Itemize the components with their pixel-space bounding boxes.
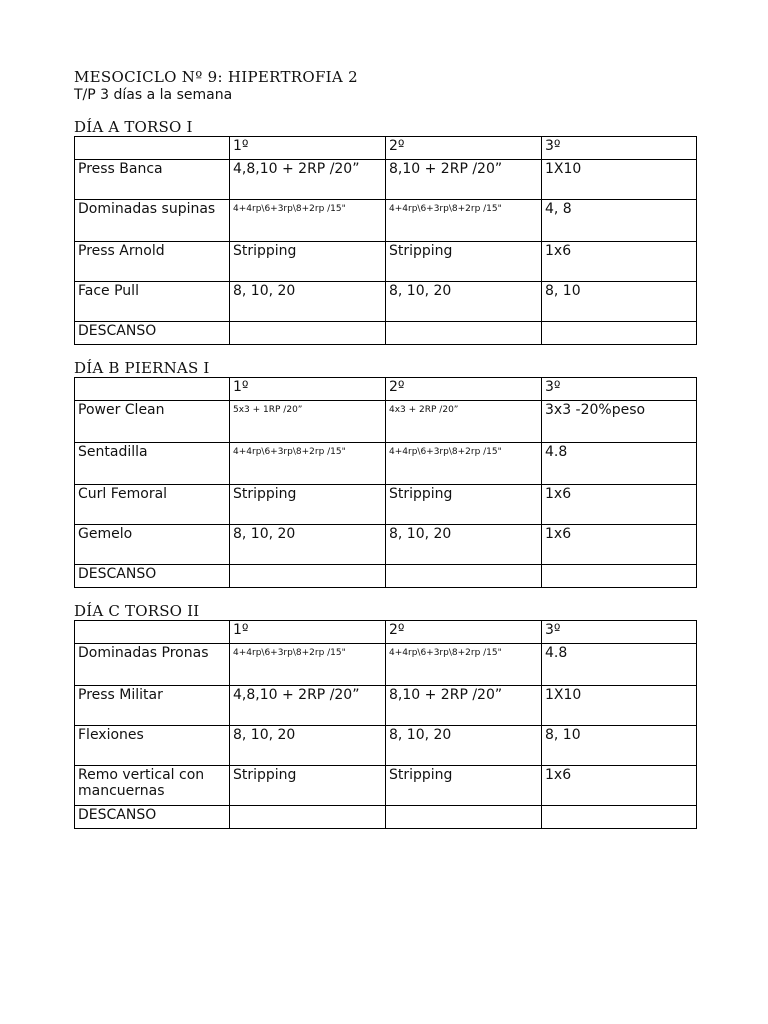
prescription-cell: 4+4rp\6+3rp\8+2rp /15": [230, 443, 386, 485]
prescription-cell: 8,10 + 2RP /20”: [386, 686, 542, 726]
exercise-name-cell: Press Militar: [75, 686, 230, 726]
prescription-cell: 8, 10, 20: [230, 282, 386, 322]
header-cell-week: 3º: [542, 378, 697, 401]
routine-table: [74, 377, 697, 588]
prescription-cell: 8, 10, 20: [386, 282, 542, 322]
prescription-cell: [230, 565, 386, 588]
prescription-cell: Stripping: [386, 766, 542, 806]
prescription-cell: 4x3 + 2RP /20”: [386, 401, 542, 443]
routine-table: [74, 136, 697, 345]
prescription-cell: 1x6: [542, 485, 697, 525]
table-row: [75, 485, 697, 525]
prescription-cell: Stripping: [386, 485, 542, 525]
table-row: [75, 160, 697, 200]
header-cell-empty: [75, 137, 230, 160]
prescription-cell: 4+4rp\6+3rp\8+2rp /15": [386, 200, 542, 242]
table-row: [75, 686, 697, 726]
table-header-row: [75, 378, 697, 401]
prescription-cell: 4.8: [542, 644, 697, 686]
prescription-cell: 8, 10: [542, 726, 697, 766]
header-cell-week: 2º: [386, 621, 542, 644]
prescription-cell: 4+4rp\6+3rp\8+2rp /15": [386, 443, 542, 485]
exercise-name-cell: Dominadas supinas: [75, 200, 230, 242]
prescription-cell: Stripping: [230, 242, 386, 282]
prescription-cell: 3x3 -20%peso: [542, 401, 697, 443]
prescription-cell: [542, 806, 697, 829]
table-header-row: [75, 137, 697, 160]
prescription-cell: 4+4rp\6+3rp\8+2rp /15": [230, 644, 386, 686]
document-page: [74, 68, 696, 829]
table-row: [75, 401, 697, 443]
header-cell-week: 2º: [386, 378, 542, 401]
prescription-cell: [230, 322, 386, 345]
exercise-name-cell: Gemelo: [75, 525, 230, 565]
header-cell-empty: [75, 621, 230, 644]
prescription-cell: 8,10 + 2RP /20”: [386, 160, 542, 200]
exercise-name-cell: Flexiones: [75, 726, 230, 766]
header-cell-week: 3º: [542, 621, 697, 644]
header-cell-week: 1º: [230, 137, 386, 160]
prescription-cell: Stripping: [386, 242, 542, 282]
prescription-cell: [386, 565, 542, 588]
exercise-name-cell: DESCANSO: [75, 806, 230, 829]
routine-table: [74, 620, 697, 829]
exercise-name-cell: DESCANSO: [75, 565, 230, 588]
table-row: [75, 282, 697, 322]
table-row: [75, 644, 697, 686]
prescription-cell: 4,8,10 + 2RP /20”: [230, 160, 386, 200]
prescription-cell: [542, 322, 697, 345]
table-header-row: [75, 621, 697, 644]
prescription-cell: 1x6: [542, 525, 697, 565]
header-cell-empty: [75, 378, 230, 401]
prescription-cell: 1X10: [542, 160, 697, 200]
section-title: DÍA C TORSO II: [74, 602, 200, 620]
table-row: [75, 242, 697, 282]
table-row: [75, 525, 697, 565]
exercise-name-cell: DESCANSO: [75, 322, 230, 345]
prescription-cell: 4,8,10 + 2RP /20”: [230, 686, 386, 726]
table-row: [75, 200, 697, 242]
sections-container: [74, 118, 696, 829]
prescription-cell: [386, 806, 542, 829]
prescription-cell: 8, 10: [542, 282, 697, 322]
prescription-cell: [230, 806, 386, 829]
exercise-name-cell: Sentadilla: [75, 443, 230, 485]
section-title: DÍA A TORSO I: [74, 118, 193, 136]
header-cell-week: 2º: [386, 137, 542, 160]
table-row: [75, 726, 697, 766]
prescription-cell: 8, 10, 20: [230, 525, 386, 565]
exercise-name-cell: Press Banca: [75, 160, 230, 200]
prescription-cell: 1X10: [542, 686, 697, 726]
exercise-name-cell: Power Clean: [75, 401, 230, 443]
exercise-name-cell: Face Pull: [75, 282, 230, 322]
prescription-cell: 8, 10, 20: [230, 726, 386, 766]
prescription-cell: 4, 8: [542, 200, 697, 242]
header-cell-week: 1º: [230, 378, 386, 401]
document-subtitle: T/P 3 días a la semana: [74, 87, 233, 103]
exercise-name-cell: Dominadas Pronas: [75, 644, 230, 686]
prescription-cell: [542, 565, 697, 588]
prescription-cell: 8, 10, 20: [386, 726, 542, 766]
table-row: [75, 766, 697, 806]
prescription-cell: 4.8: [542, 443, 697, 485]
table-row: [75, 443, 697, 485]
prescription-cell: Stripping: [230, 485, 386, 525]
prescription-cell: 1x6: [542, 242, 697, 282]
prescription-cell: 1x6: [542, 766, 697, 806]
exercise-name-cell: Remo vertical con mancuernas: [75, 766, 230, 806]
section-title: DÍA B PIERNAS I: [74, 359, 210, 377]
table-row: [75, 565, 697, 588]
exercise-name-cell: Curl Femoral: [75, 485, 230, 525]
document-title: MESOCICLO Nº 9: HIPERTROFIA 2: [74, 68, 358, 86]
prescription-cell: 5x3 + 1RP /20”: [230, 401, 386, 443]
prescription-cell: 8, 10, 20: [386, 525, 542, 565]
table-row: [75, 322, 697, 345]
header-cell-week: 3º: [542, 137, 697, 160]
table-row: [75, 806, 697, 829]
prescription-cell: [386, 322, 542, 345]
prescription-cell: 4+4rp\6+3rp\8+2rp /15": [230, 200, 386, 242]
header-cell-week: 1º: [230, 621, 386, 644]
prescription-cell: 4+4rp\6+3rp\8+2rp /15": [386, 644, 542, 686]
exercise-name-cell: Press Arnold: [75, 242, 230, 282]
prescription-cell: Stripping: [230, 766, 386, 806]
